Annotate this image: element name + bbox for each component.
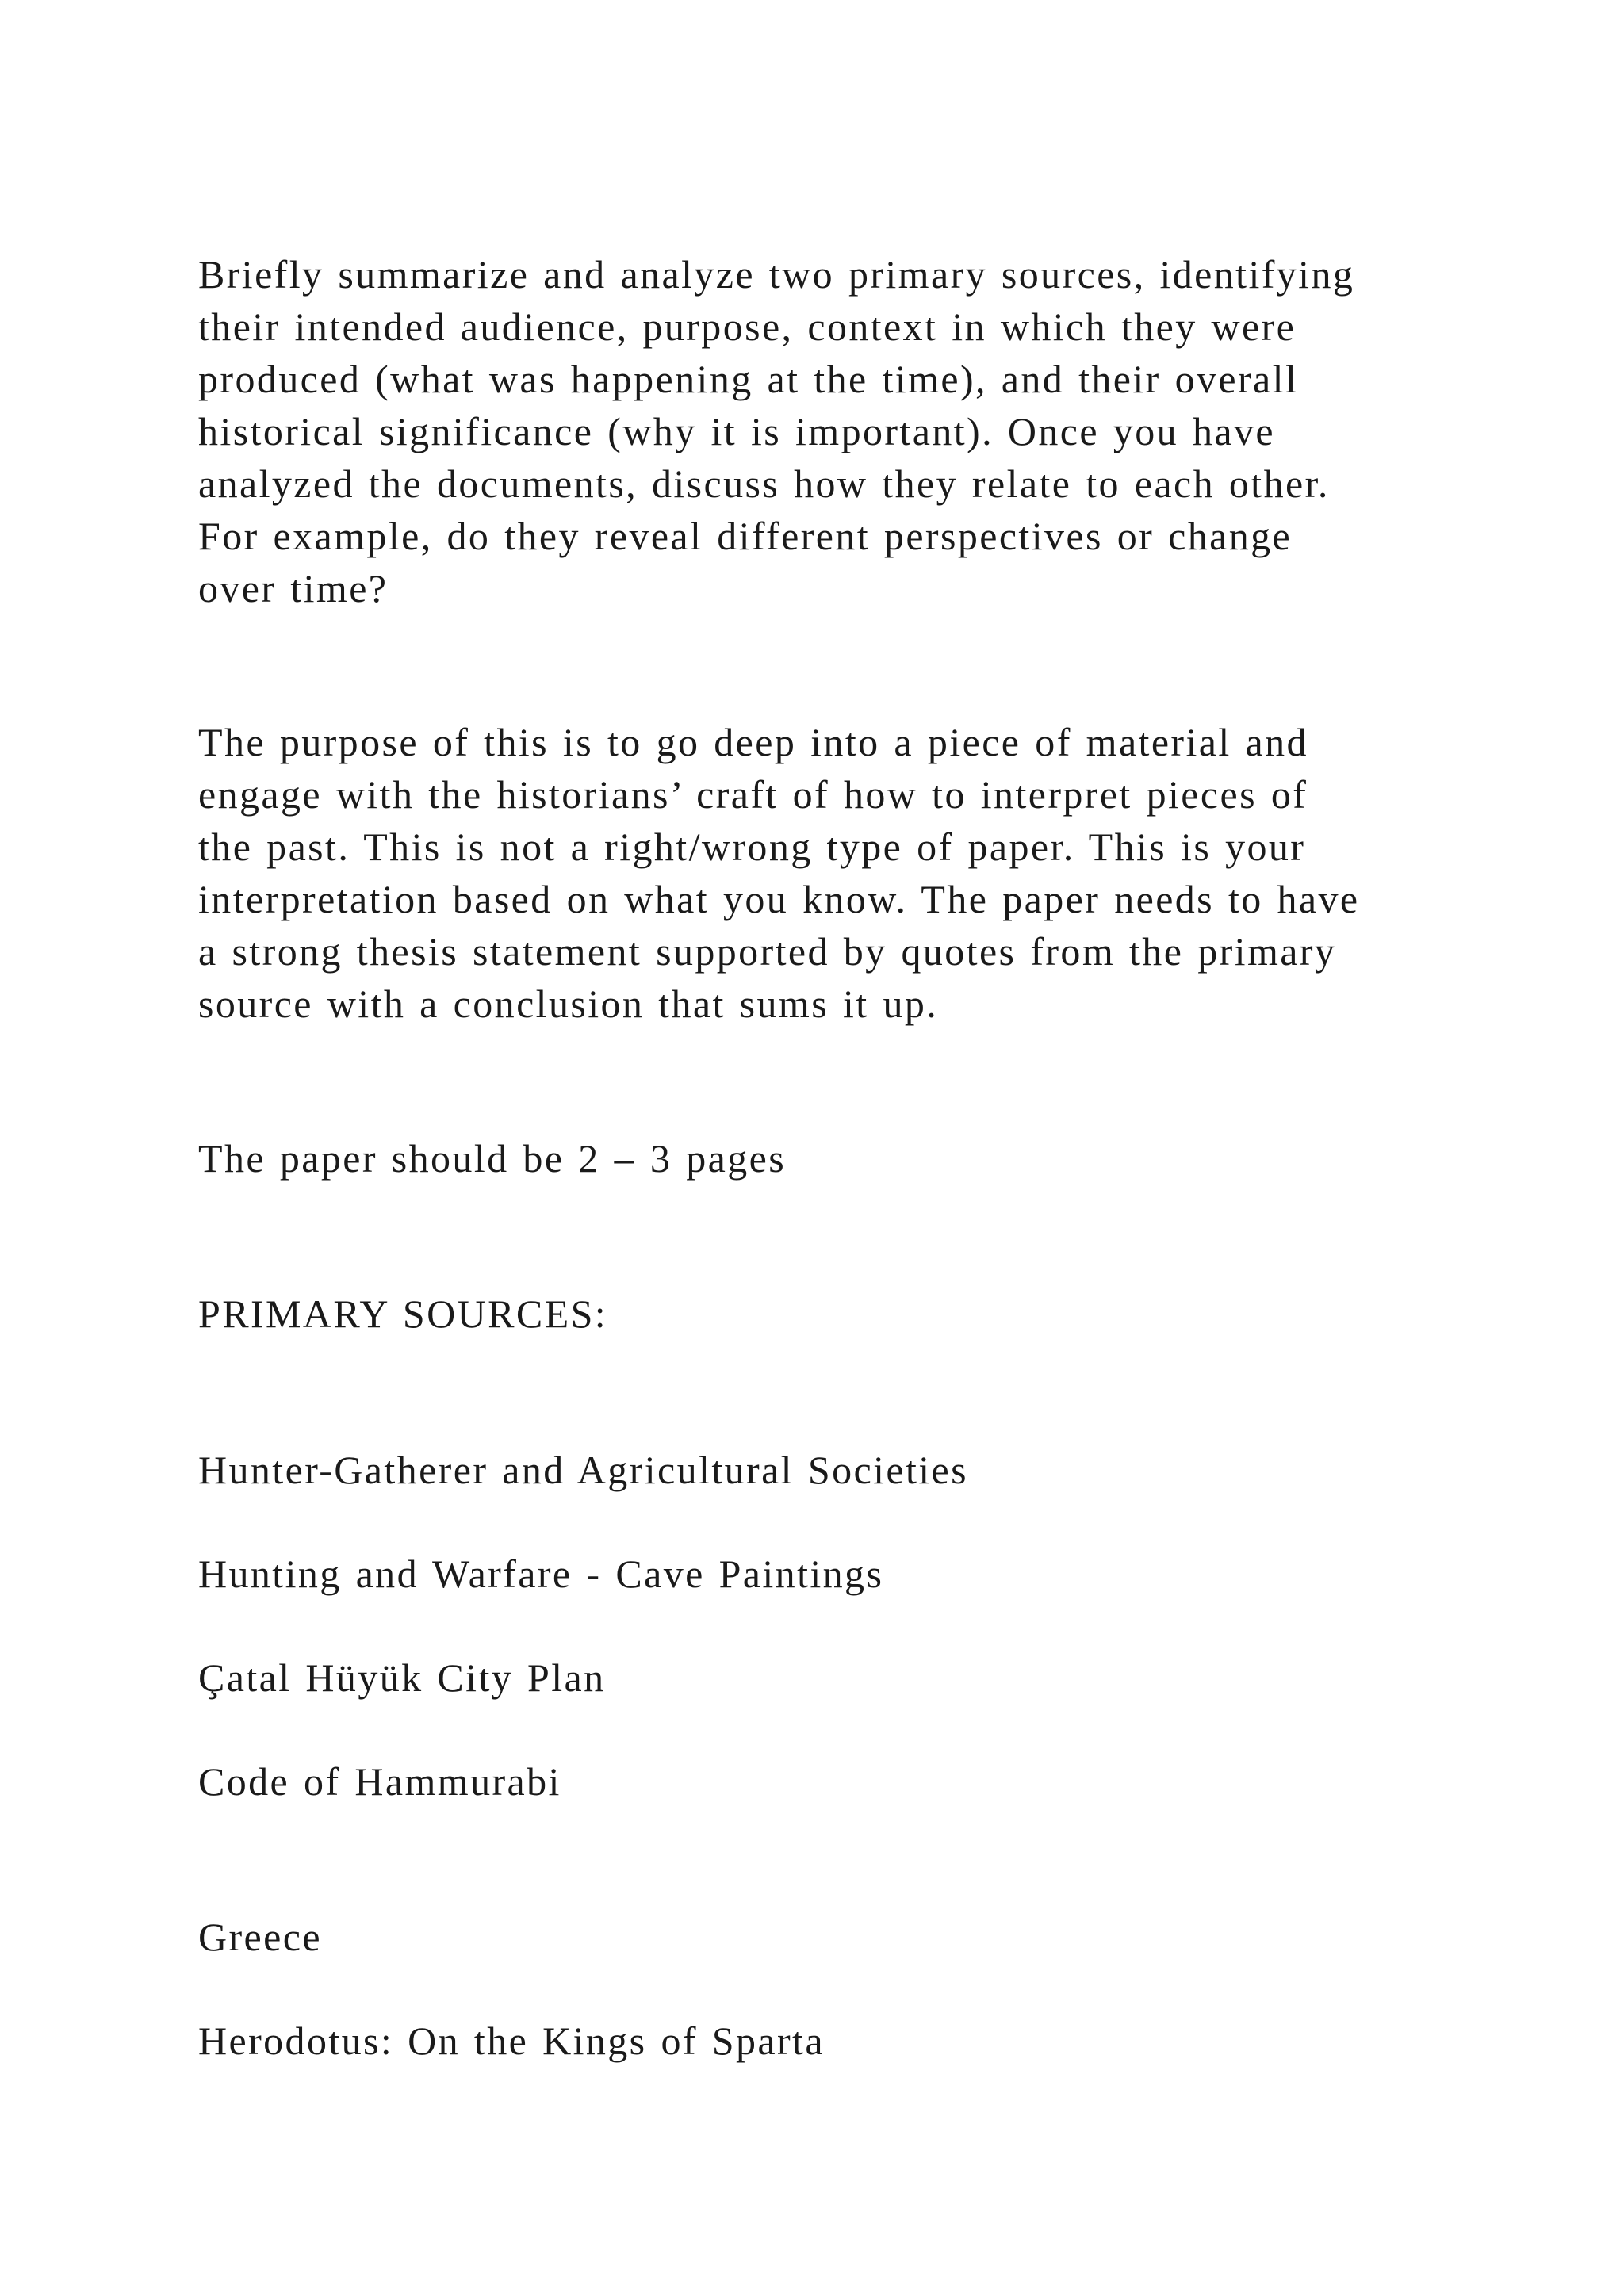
paragraph-line: over time? [198, 566, 389, 610]
paragraph-line: historical significance (why it is important). Once you have [198, 409, 1275, 453]
paragraph-line: their intended audience, purpose, context in which they were [198, 304, 1297, 349]
paragraph-line: the past. This is not a right/wrong type of paper. This is your [198, 825, 1306, 869]
paragraph-line: a strong thesis statement supported by quotes from the primary [198, 929, 1337, 974]
length-note: The paper should be 2 – 3 pages [198, 1136, 787, 1181]
source-item: Hunting and Warfare - Cave Paintings [198, 1552, 884, 1596]
paragraph-line: produced (what was happening at the time), and their overall [198, 357, 1299, 401]
paragraph-line: engage with the historians’ craft of how to interpret pieces of [198, 772, 1308, 817]
sources-heading: PRIMARY SOURCES: [198, 1292, 608, 1336]
paragraph-line: interpretation based on what you know. The paper needs to have [198, 877, 1360, 921]
paragraph-line: Briefly summarize and analyze two primary sources, identifying [198, 252, 1355, 297]
paragraph-line: source with a conclusion that sums it up. [198, 982, 939, 1026]
instructions-paragraph [198, 248, 1451, 614]
purpose-paragraph [198, 716, 1451, 1030]
section-title: Hunter-Gatherer and Agricultural Societies [198, 1448, 968, 1492]
source-item: Çatal Hüyük City Plan [198, 1655, 606, 1700]
paragraph-line: For example, do they reveal different perspectives or change [198, 514, 1293, 558]
source-item: Code of Hammurabi [198, 1759, 561, 1804]
section-title: Greece [198, 1915, 322, 1959]
paragraph-line: analyzed the documents, discuss how they relate to each other. [198, 461, 1330, 506]
source-item: Herodotus: On the Kings of Sparta [198, 2019, 825, 2063]
paragraph-line: The purpose of this is to go deep into a piece of material and [198, 720, 1308, 764]
